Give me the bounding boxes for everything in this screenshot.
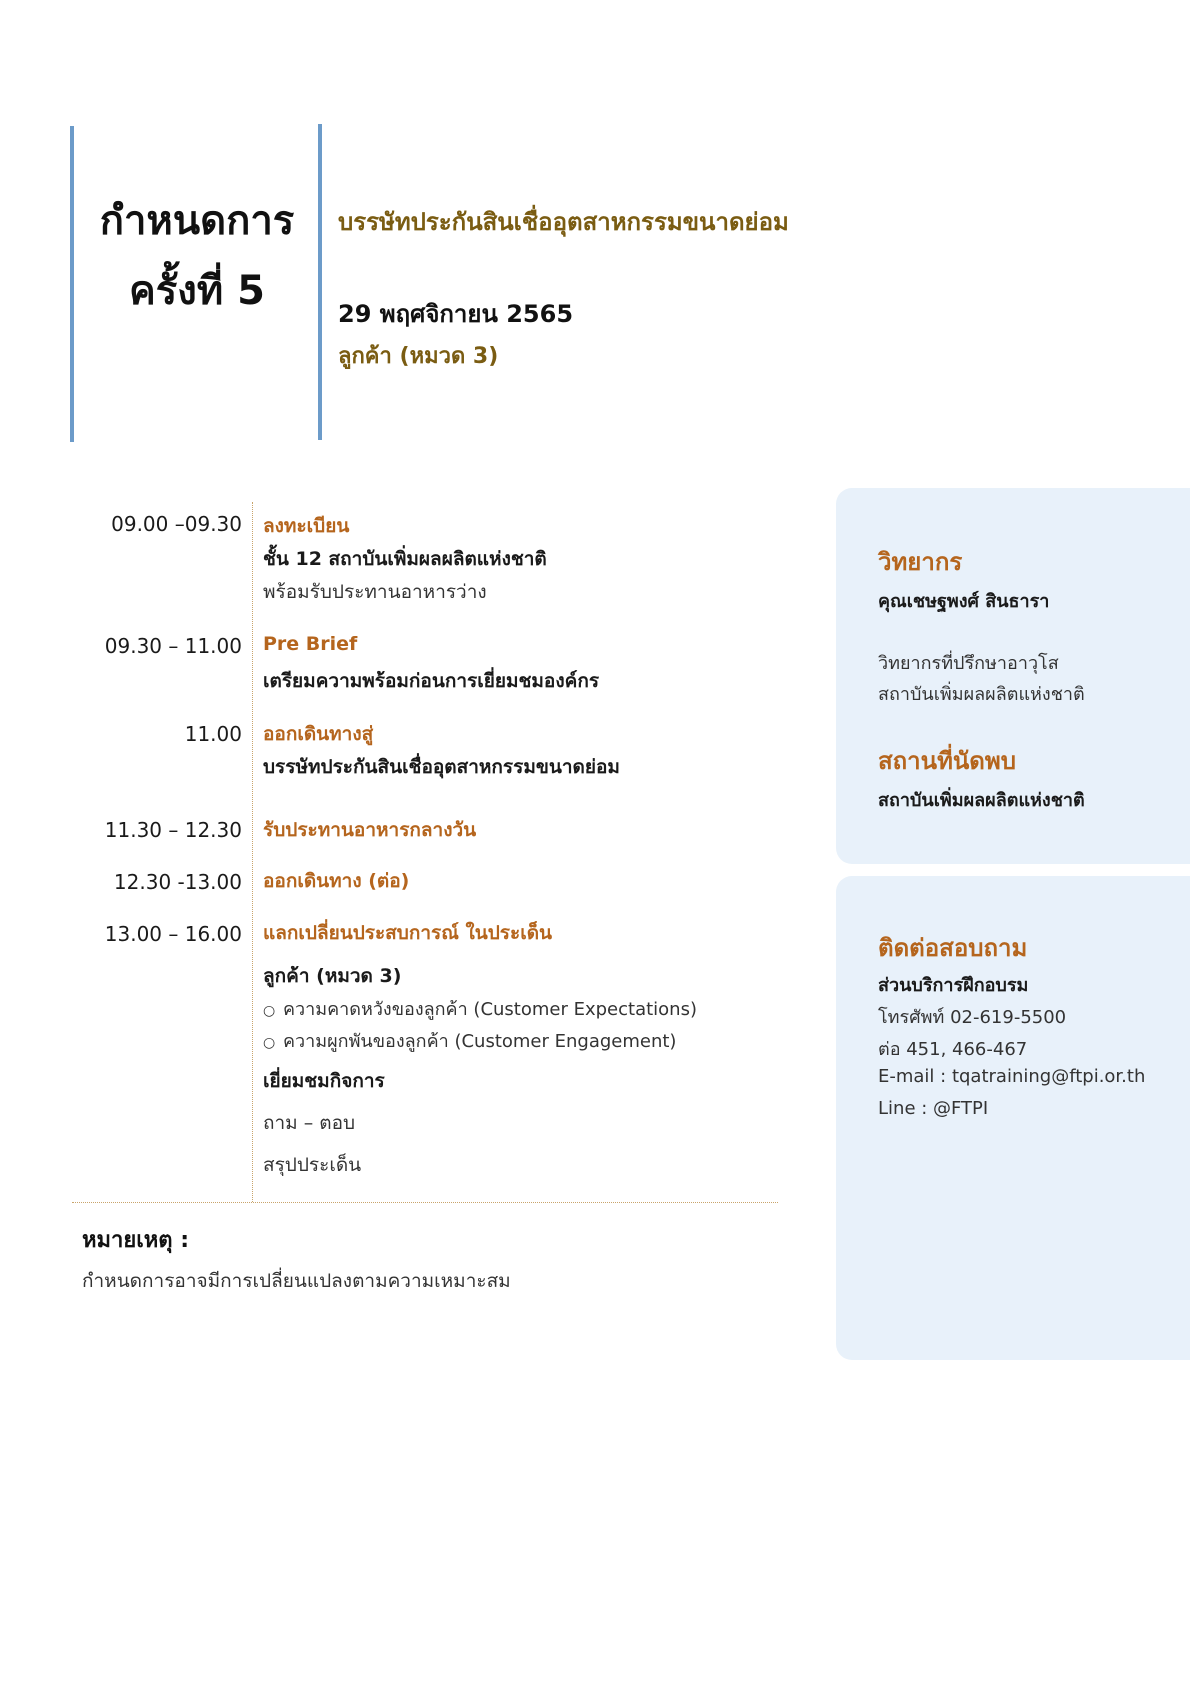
note-text: กำหนดการอาจมีการเปลี่ยนแปลงตามความเหมาะสม (82, 1270, 511, 1292)
contact-ext: ต่อ 451, 466-467 (878, 1039, 1028, 1060)
schedule-title-3: ออกเดินทางสู่ (263, 723, 374, 745)
schedule-detail-1: ชั้น 12 สถาบันเพิ่มผลผลิตแห่งชาติ (263, 548, 547, 570)
schedule-time-1: 09.00 –09.30 (111, 512, 242, 536)
schedule-time-2: 09.30 – 11.00 (104, 634, 242, 658)
schedule-bullet-1: ○ ความคาดหวังของลูกค้า (Customer Expectations) (263, 999, 697, 1020)
schedule-time-4: 11.30 – 12.30 (104, 818, 242, 842)
schedule-visit-6: เยี่ยมชมกิจการ (263, 1070, 385, 1092)
bullet-circle-icon: ○ (263, 1003, 276, 1019)
schedule-qa-6: ถาม – ตอบ (263, 1112, 356, 1134)
contact-line: Line : @FTPI (878, 1098, 989, 1119)
schedule-bottom-rule (72, 1202, 778, 1203)
note-title: หมายเหตุ : (82, 1228, 190, 1253)
schedule-detail-3: บรรษัทประกันสินเชื่ออุตสาหกรรมขนาดย่อม (263, 756, 620, 778)
schedule-time-6: 13.00 – 16.00 (104, 922, 242, 946)
schedule-title-5: ออกเดินทาง (ต่อ) (263, 870, 410, 892)
schedule-title-1: ลงทะเบียน (263, 515, 350, 537)
page-title-line1: กำหนดการ (99, 198, 295, 244)
contact-dept: ส่วนบริการฝึกอบรม (878, 975, 1029, 996)
contact-heading: ติดต่อสอบถาม (878, 934, 1028, 962)
schedule-summary-6: สรุปประเด็น (263, 1154, 362, 1176)
schedule-bullet-2: ○ ความผูกพันของลูกค้า (Customer Engagement) (263, 1031, 677, 1052)
schedule-title-2: Pre Brief (263, 633, 358, 655)
contact-phone: โทรศัพท์ 02-619-5500 (878, 1007, 1067, 1028)
schedule-title-4: รับประทานอาหารกลางวัน (263, 819, 477, 841)
event-date: 29 พฤศจิกายน 2565 (338, 300, 574, 328)
speaker-role: วิทยากรที่ปรึกษาอาวุโส (878, 653, 1059, 674)
contact-email[interactable]: E-mail : tqatraining@ftpi.or.th (878, 1066, 1146, 1087)
schedule-divider (252, 502, 253, 1202)
schedule-time-3: 11.00 (184, 722, 242, 746)
event-group: ลูกค้า (หมวด 3) (338, 344, 499, 369)
organization-name: บรรษัทประกันสินเชื่ออุตสาหกรรมขนาดย่อม (338, 208, 789, 236)
speaker-heading: วิทยากร (878, 548, 963, 576)
venue-heading: สถานที่นัดพบ (878, 747, 1016, 775)
schedule-title-6: แลกเปลี่ยนประสบการณ์ ในประเด็น (263, 922, 553, 944)
schedule-note-1: พร้อมรับประทานอาหารว่าง (263, 581, 487, 603)
speaker-name: คุณเชษฐพงศ์ สินธารา (878, 591, 1050, 612)
venue-place: สถาบันเพิ่มผลผลิตแห่งชาติ (878, 790, 1085, 811)
speaker-org: สถาบันเพิ่มผลผลิตแห่งชาติ (878, 684, 1085, 705)
schedule-time-5: 12.30 -13.00 (113, 870, 242, 894)
schedule-group-6: ลูกค้า (หมวด 3) (263, 965, 402, 987)
page-title-line2: ครั้งที่ 5 (129, 268, 265, 314)
bullet-circle-icon: ○ (263, 1035, 276, 1051)
schedule-detail-2: เตรียมความพร้อมก่อนการเยี่ยมชมองค์กร (263, 670, 600, 692)
